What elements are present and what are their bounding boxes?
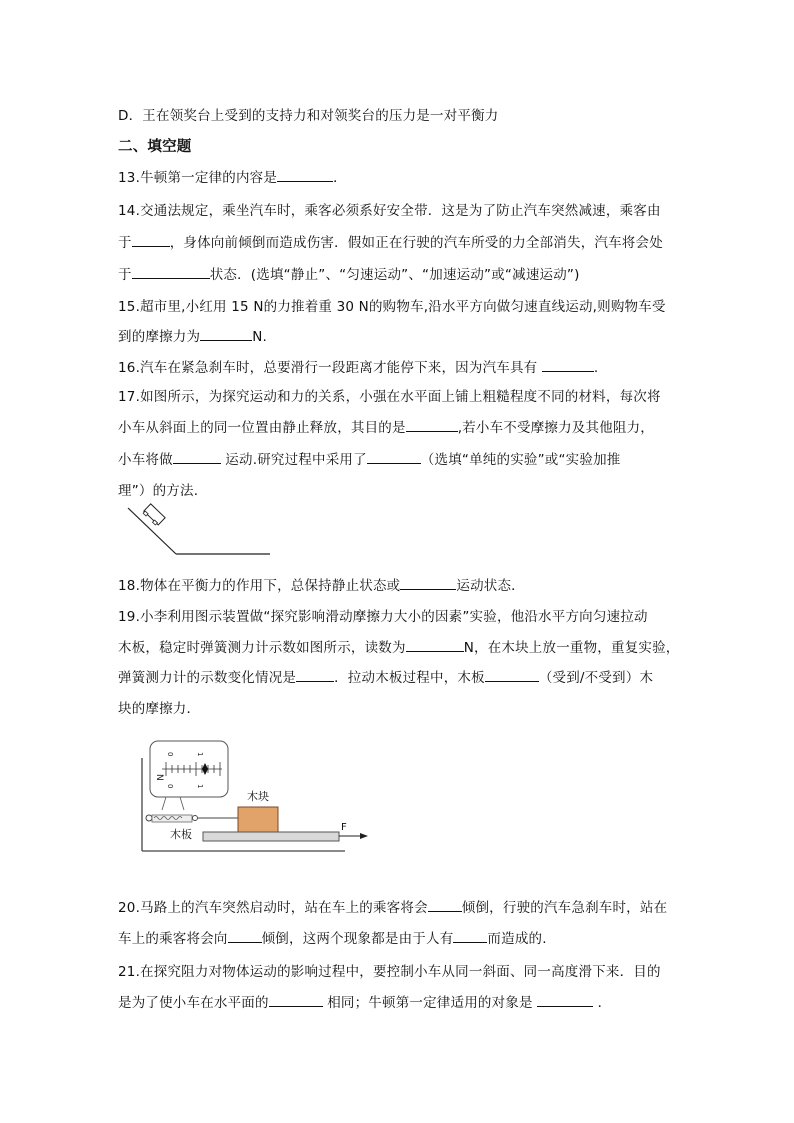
scale-zero-bottom: 0 xyxy=(166,784,174,789)
question-19-line-2: 木板，稳定时弹簧测力计示数如图所示，读数为 N，在木块上放一重物，重复实验， xyxy=(118,640,680,656)
answer-blank[interactable] xyxy=(406,419,458,432)
friction-experiment-figure xyxy=(140,738,375,858)
answer-blank[interactable] xyxy=(277,169,333,182)
question-16: 16.汽车在紧急刹车时，总要滑行一段距离才能停下来，因为汽车具有 . xyxy=(118,360,599,376)
question-14-line-1: 14.交通法规定，乘坐汽车时，乘客必须系好安全带．这是为了防止汽车突然减速，乘客由 xyxy=(118,203,661,219)
answer-blank[interactable] xyxy=(406,639,464,652)
answer-blank[interactable] xyxy=(132,234,170,247)
answer-blank[interactable] xyxy=(428,899,462,912)
board-label: 木板 xyxy=(170,828,192,841)
answer-blank[interactable] xyxy=(400,577,456,590)
answer-blank[interactable] xyxy=(269,994,323,1007)
answer-blank[interactable] xyxy=(132,266,210,279)
incline-cart-figure xyxy=(120,502,280,562)
question-19-line-3: 弹簧测力计的示数变化情况是 ．拉动木板过程中，木板 （受到/不受到）木 xyxy=(118,670,654,686)
answer-blank[interactable] xyxy=(200,328,252,341)
answer-blank[interactable] xyxy=(173,451,221,464)
scale-zero-top: 0 xyxy=(166,752,174,757)
answer-blank[interactable] xyxy=(542,359,594,372)
scale-one-top: 1 xyxy=(196,752,204,757)
question-15-line-2: 到的摩擦力为 N. xyxy=(118,329,267,345)
gauge-unit: N xyxy=(154,774,164,781)
answer-blank[interactable] xyxy=(296,669,334,682)
answer-blank[interactable] xyxy=(537,994,593,1007)
answer-blank[interactable] xyxy=(228,930,262,943)
answer-blank[interactable] xyxy=(367,451,421,464)
question-21-line-2: 是为了使小车在水平面的 相同；牛顿第一定律适用的对象是 ． xyxy=(118,995,612,1011)
question-18: 18.物体在平衡力的作用下，总保持静止状态或 运动状态． xyxy=(118,578,525,594)
hook-ring xyxy=(146,815,152,821)
question-21-line-1: 21.在探究阻力对物体运动的影响过程中，要控制小车从同一斜面、同一高度滑下来．目的 xyxy=(118,964,661,980)
answer-blank[interactable] xyxy=(485,669,539,682)
wood-block xyxy=(238,807,278,832)
answer-blank[interactable] xyxy=(453,930,487,943)
question-17-line-4: 理”）的方法. xyxy=(118,483,199,499)
question-17-line-1: 17.如图所示，为探究运动和力的关系，小强在水平面上铺上粗糙程度不同的材料，每次将 xyxy=(118,389,661,405)
question-14-line-3: 于 状态．(选填“静止”、“匀速运动”、“加速运动”或“减速运动”) xyxy=(118,267,580,283)
gauge-callout xyxy=(180,797,184,810)
force-arrow-head xyxy=(360,833,368,839)
question-15-line-1: 15.超市里,小红用 15 N的力推着重 30 N的购物车,沿水平方向做匀速直线运动,则购物车受 xyxy=(118,299,666,315)
question-17-line-3: 小车将做 运动.研究过程中采用了 （选填“单纯的实验”或“实验加推 xyxy=(118,452,621,468)
block-label: 木块 xyxy=(247,790,269,803)
force-label: F xyxy=(341,822,347,833)
gauge-callout xyxy=(162,797,166,810)
question-19-line-4: 块的摩擦力． xyxy=(118,701,201,717)
question-20-line-2: 车上的乘客将会向 倾倒，这两个现象都是由于人有 而造成的. xyxy=(118,931,547,947)
question-20-line-1: 20.马路上的汽车突然启动时，站在车上的乘客将会 倾倒，行驶的汽车急刹车时，站在 xyxy=(118,900,668,916)
option-d: D．王在领奖台上受到的支持力和对领奖台的压力是一对平衡力 xyxy=(118,108,499,124)
question-17-line-2: 小车从斜面上的同一位置由静止释放，其目的是 ,若小车不受摩擦力及其他阻力， xyxy=(118,420,654,436)
scale-one-bottom: 1 xyxy=(196,784,204,789)
cart xyxy=(142,504,165,527)
wood-board xyxy=(203,832,339,841)
section-heading: 二、填空题 xyxy=(118,139,192,155)
question-19-line-1: 19.小李利用图示装置做“探究影响滑动摩擦力大小的因素”实验，他沿水平方向匀速拉动 xyxy=(118,609,648,625)
question-13: 13.牛顿第一定律的内容是 ． xyxy=(118,170,347,186)
question-14-line-2: 于 ，身体向前倾倒而造成伤害．假如正在行驶的汽车所受的力全部消失，汽车将会处 xyxy=(118,235,663,251)
hook-end xyxy=(193,816,198,821)
